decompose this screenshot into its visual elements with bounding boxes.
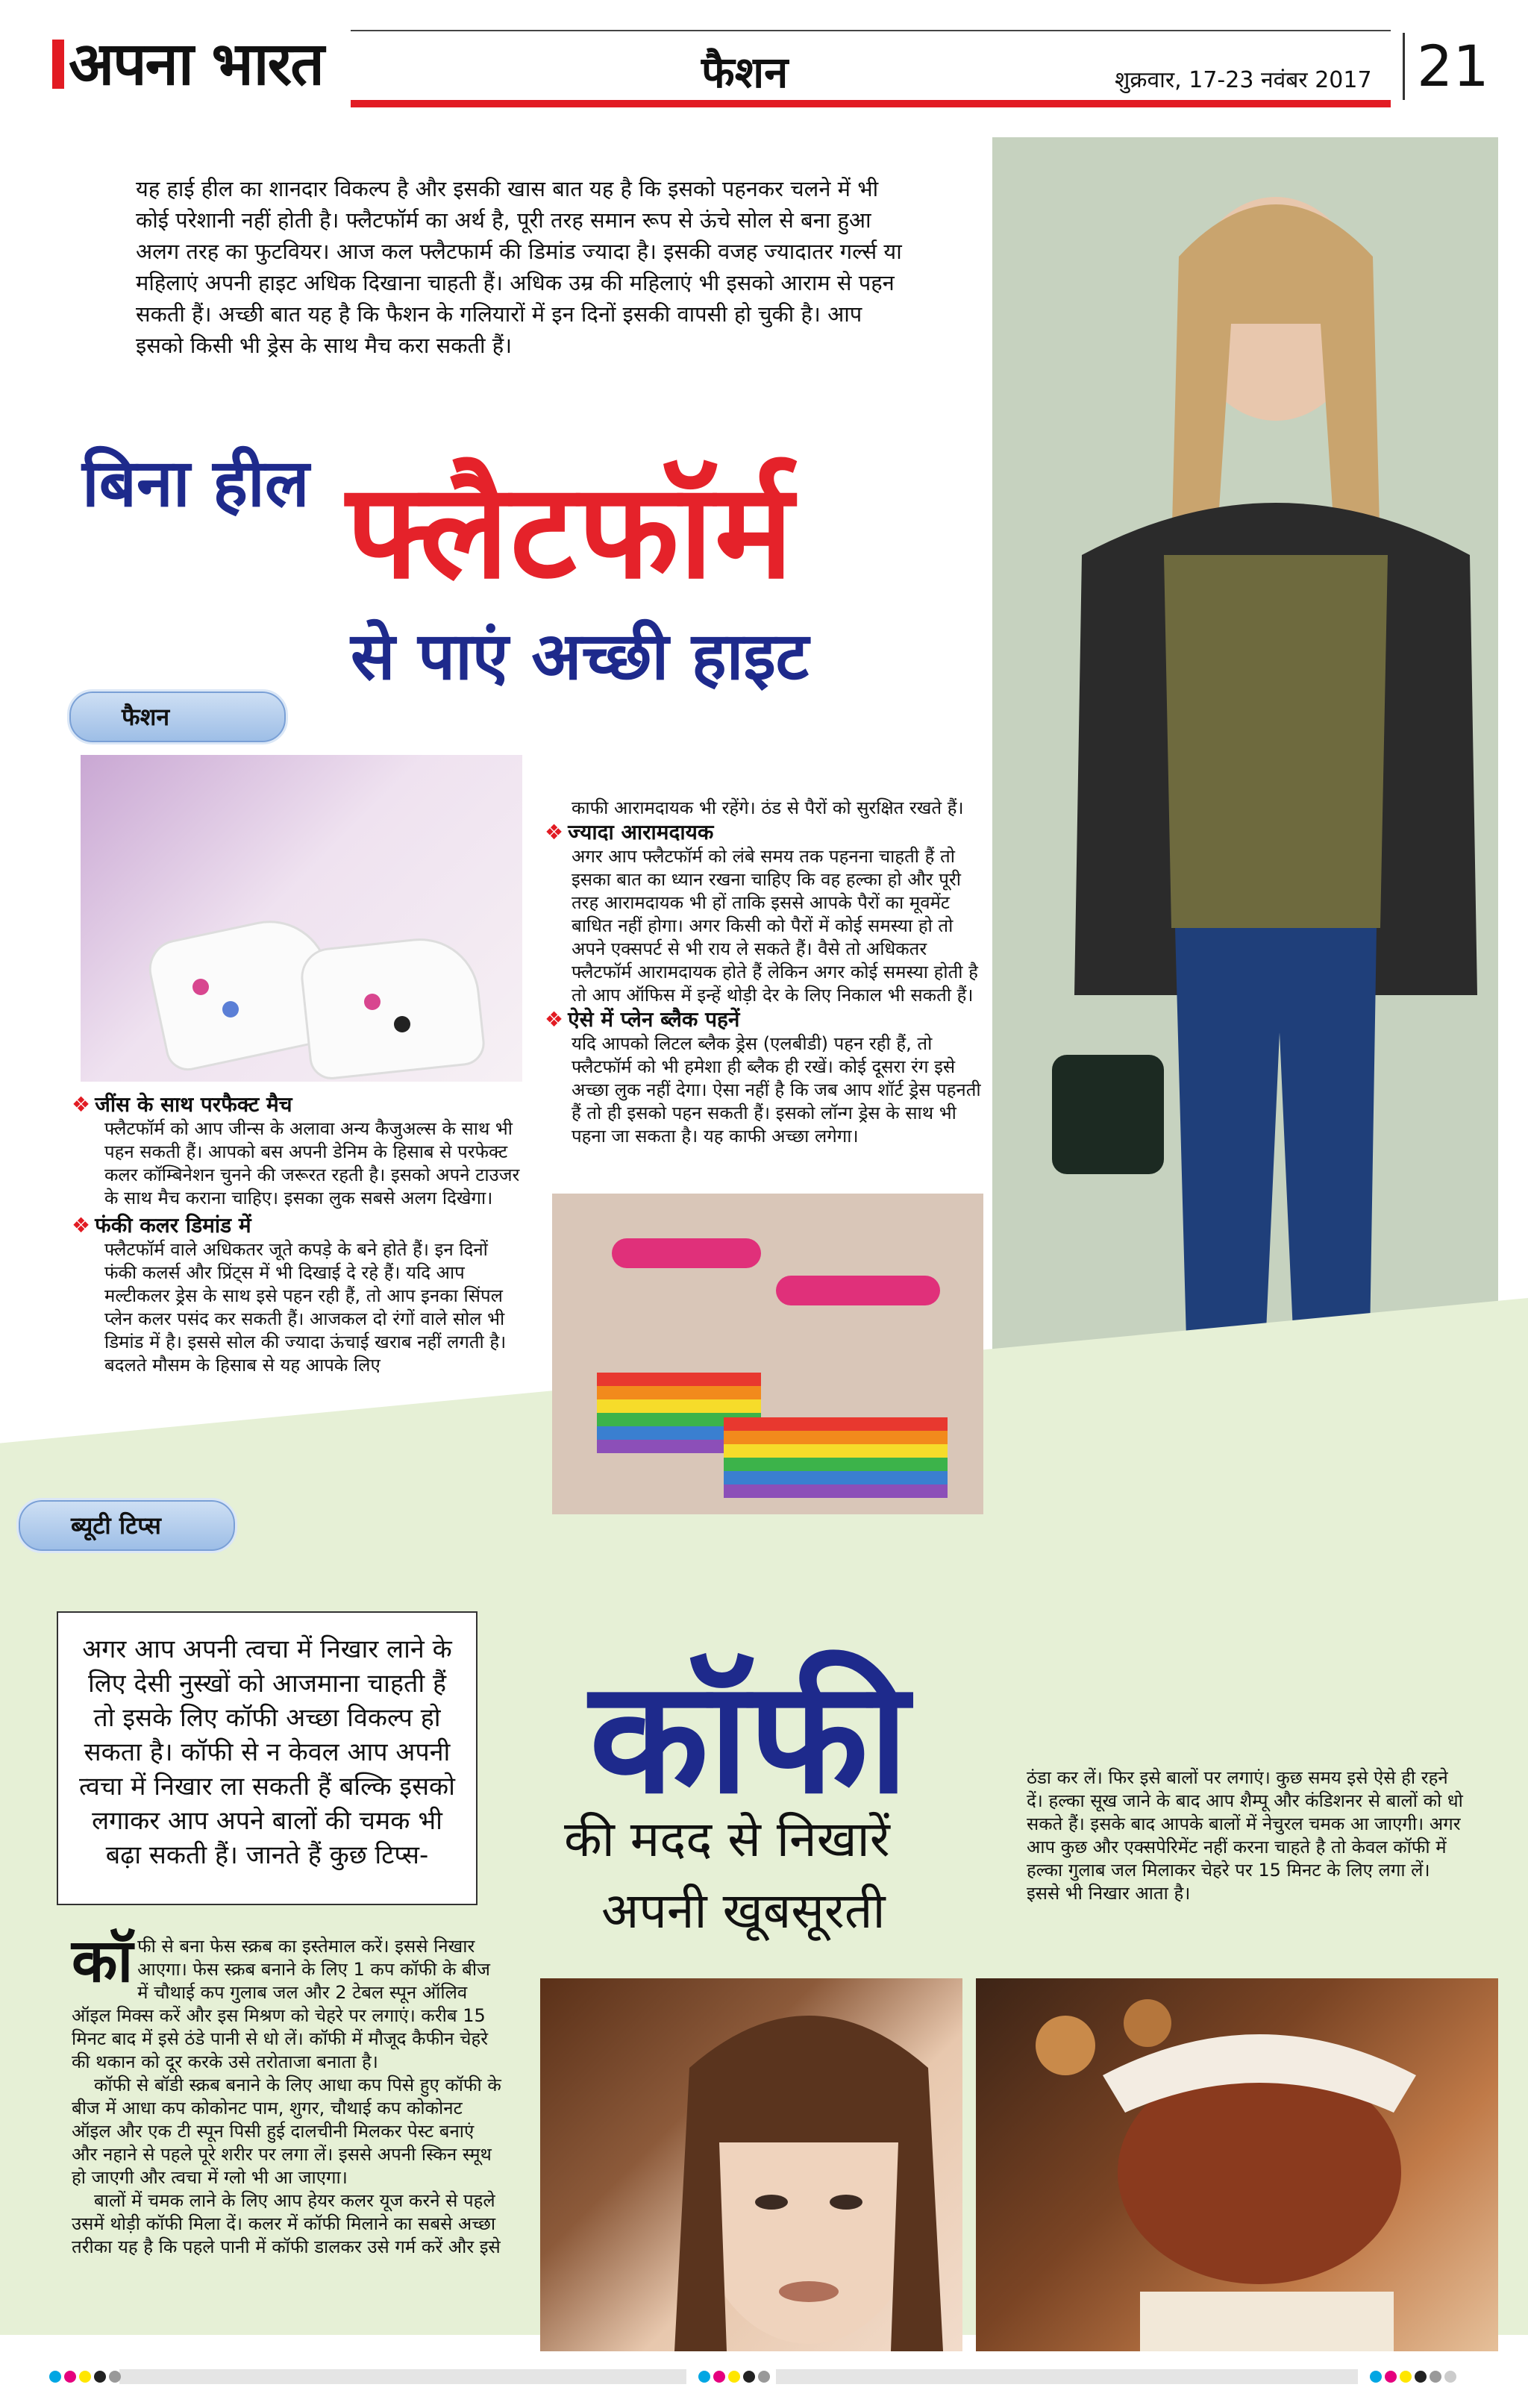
logo-text: अपना भारत: [69, 28, 323, 98]
masthead-logo: [52, 30, 323, 97]
subhead-black: [545, 1007, 992, 1032]
coffee-mask-photo: [976, 1978, 1498, 2351]
rainbow-band: [597, 1373, 761, 1386]
registration-dot-icon: [743, 2371, 755, 2383]
logo-mark-icon: [52, 40, 64, 89]
paragraph-face-scrub-text: फी से बना फेस स्क्रब का इस्तेमाल करें। इससे निखार आएगा। फेस स्क्रब बनाने के लिए 1 कप कॉफी के बीज में चौथाई कप गुलाब जल और 2 टेबल स्पून ऑलिव ऑइल मिक्स करें और इस मिश्रण को चेहरे पर लगाएं। करीब 15 मिनट बाद में इसे ठंडे पानी से धो लें। कॉफी में मौजूद कैफीन चेहरे की थकान को दूर करके उसे तरोताजा बनाता है।: [72, 1936, 490, 2072]
pink-strap: [776, 1276, 940, 1305]
pink-strap: [612, 1238, 761, 1268]
paragraph-hair: बालों में चमक लाने के लिए आप हेयर कलर यूज करने से पहले उसमें थोड़ी कॉफी मिला दें। कलर में कॉफी मिलाने का सबसे अच्छा तरीका यह है कि पहले पानी में कॉफी डालकर उसे गर्म करें और इसे: [72, 2190, 501, 2257]
subhead-funky-text: फंकी कलर डिमांड में: [95, 1213, 251, 1238]
section-title: फैशन: [701, 47, 789, 98]
paragraph-funky: फ्लैटफॉर्म वाले अधिकतर जूते कपड़े के बने होते हैं। इन दिनों फंकी कलर्स और प्रिंट्स में भी दिखाई दे रहे हैं। यदि आप मल्टीकलर ड्रेस के साथ इसे पहन रही हैं, तो आप इनका सिंपल प्लेन कलर पसंद कर सकती हैं। आजकल दो रंगों वाले सोल भी डिमांड में है। इससे सोल की ज्यादा ऊंचाई खराब नहीं लगती है। बदलते मौसम के हिसाब से यह आपके लिए: [104, 1239, 507, 1376]
headline-part-1: बिना हील: [82, 445, 310, 521]
flower-print-icon: [222, 1001, 239, 1018]
middle-column: [545, 797, 992, 1148]
subhead-black-text: ऐसे में प्लेन ब्लैक पहनें: [568, 1007, 740, 1032]
rainbow-band: [724, 1458, 948, 1471]
registration-dot-icon: [94, 2371, 106, 2383]
rainbow-band: [724, 1444, 948, 1458]
diamond-bullet-icon: ❖: [72, 1092, 91, 1117]
flower-print-icon: [364, 994, 381, 1010]
face-illustration: [540, 1978, 962, 2351]
registration-dot-icon: [1385, 2371, 1397, 2383]
fashion-tag: फैशन: [67, 689, 288, 744]
coffee-body-text: [72, 1926, 504, 2259]
paragraph-lead: काफी आरामदायक भी रहेंगे। ठंड से पैरों को सुरक्षित रखते हैं।: [572, 797, 964, 818]
rainbow-band: [724, 1417, 948, 1431]
registration-dot-icon: [64, 2371, 76, 2383]
shoe-right: [298, 932, 486, 1082]
coffee-headline: कॉफी: [589, 1648, 909, 1828]
registration-dot-icon: [1430, 2371, 1441, 2383]
registration-dot-icon: [109, 2371, 121, 2383]
paragraph-face-scrub: [72, 1926, 504, 2074]
registration-dot-icon: [1415, 2371, 1427, 2383]
diamond-bullet-icon: ❖: [545, 1007, 564, 1032]
paragraph-comfort: अगर आप फ्लैटफॉर्म को लंबे समय तक पहनना चाहती हैं तो इसका बात का ध्यान रखना चाहिए कि वह हल्का हो और पूरी तरह आरामदायक भी हों ताकि इससे आपके पैरों का मूवमेंट बाधित नहीं होगा। अगर किसी को पैरों में कोई समस्या हो तो अपने एक्सपर्ट से भी राय ले सकते हैं। वैसे तो अधिकतर फ्लैटफॉर्म आरामदायक होते हैं लेकिन अगर कोई समस्या होती है तो आप ऑफिस में इन्हें थोड़ी देर के लिए निकाल भी सकती हैं।: [572, 846, 978, 1006]
dateline: शुक्रवार, 17-23 नवंबर 2017: [1115, 67, 1372, 93]
header-thin-rule: [351, 30, 1391, 31]
rainbow-band: [597, 1386, 761, 1399]
flower-print-icon: [394, 1016, 410, 1032]
left-column: [72, 1092, 524, 1377]
coffee-subheadline-2: अपनी खूबसूरती: [601, 1882, 886, 1940]
rainbow-band: [724, 1471, 948, 1484]
footer-bar-right: [776, 2369, 1358, 2384]
rainbow-band: [597, 1399, 761, 1413]
rainbow-platform-shoes-photo: [552, 1194, 983, 1514]
headline-main: फ्लैटफॉर्म: [346, 455, 795, 608]
rainbow-band: [724, 1484, 948, 1498]
woman-face-photo: [540, 1978, 962, 2351]
registration-dot-icon: [713, 2371, 725, 2383]
registration-dot-icon: [79, 2371, 91, 2383]
registration-dot-icon: [1444, 2371, 1456, 2383]
diamond-bullet-icon: ❖: [72, 1213, 91, 1238]
intro-paragraph: यह हाई हील का शानदार विकल्प है और इसकी खास बात यह है कि इसको पहनकर चलने में भी कोई परेशानी नहीं होती है। फ्लैटफॉर्म का अर्थ है, पूरी तरह समान रूप से ऊंचे सोल से बना हुआ अलग तरह का फुटवियर। आज कल फ्लैटफार्म की डिमांड ज्यादा है। इसकी वजह ज्यादातर गर्ल्स या महिलाएं अपनी हाइट अधिक दिखाना चाहती हैं। अधिक उम्र की महिलाएं भी इसको आराम से पहन सकती हैं। अच्छी बात यह है कि फैशन के गलियारों में इन दिनों इसकी वापसी हो चुकी है। आप इसको किसी भी ड्रेस के साथ मैच करा सकती हैं।: [136, 176, 902, 358]
paragraph-jeans: फ्लैटफॉर्म को आप जीन्स के अलावा अन्य कैजुअल्स के साथ भी पहन सकती हैं। आपको बस अपनी डेनिम के हिसाब से परफेक्ट कलर कॉम्बिनेशन चुनने की जरूरत रहती है। इसको अपने टाउजर के साथ मैच कराना चाहिए। इसका लुक सबसे अलग दिखेगा।: [104, 1118, 520, 1208]
subhead-jeans-text: जींस के साथ परफैक्ट मैच: [95, 1092, 292, 1117]
right-tip-paragraph: ठंडा कर लें। फिर इसे बालों पर लगाएं। कुछ समय इसे ऐसे ही रहने दें। हल्का सूख जाने के बाद आप शैम्पू और कंडिशनर से बालों को धो सकते हैं। इसके बाद आपके बालों में नेचुरल चमक आ जाएगी। अगर आप कुछ और एक्सपेरिमेंट नहीं करना चाहते है तो केवल कॉफी में हल्का गुलाब जल मिलाकर चेहरे पर 15 मिनट के लिए लगा लें। इससे भी निखार आता है।: [1027, 1767, 1463, 1904]
rainbow-band: [724, 1431, 948, 1444]
registration-dot-icon: [1400, 2371, 1412, 2383]
beauty-intro-text: अगर आप अपनी त्वचा में निखार लाने के लिए देसी नुस्खों को आजमाना चाहती हैं तो इसके लिए कॉफी अच्छा विकल्प हो सकता है। कॉफी से न केवल आप अपनी त्वचा में निखार ला सकती हैं बल्कि इसको लगाकर आप अपने बालों की चमक भी बढ़ा सकती हैं। जानते हैं कुछ टिप्स-: [79, 1634, 455, 1870]
registration-dot-icon: [728, 2371, 740, 2383]
diamond-bullet-icon: ❖: [545, 820, 564, 844]
registration-dot-icon: [1370, 2371, 1382, 2383]
drop-cap: कॉ: [72, 1926, 134, 1995]
paragraph-body-scrub: कॉफी से बॉडी स्क्रब बनाने के लिए आधा कप पिसे हुए कॉफी के बीज में आधा कप कोकोनट पाम, शुगर, चौथाई कप कोकोनट ऑइल और एक टी स्पून पिसी हुई दालचीनी मिलकर पेस्ट बनाएं और नहाने से पहले पूरे शरीर पर लगा लें। इससे अपनी स्किन स्मूथ हो जाएगी और त्वचा में ग्लो भी आ जाएगा।: [72, 2075, 501, 2188]
footer-bar-left: [119, 2369, 686, 2384]
subhead-comfort: [545, 820, 992, 845]
beauty-intro-box: [57, 1611, 478, 1905]
coffee-subheadline-1: की मदद से निखारें: [564, 1810, 890, 1868]
subhead-jeans: [72, 1092, 524, 1117]
beauty-tips-tag: ब्यूटी टिप्स: [16, 1498, 237, 1553]
white-platform-shoes-photo: [81, 755, 522, 1082]
subhead-comfort-text: ज्यादा आरामदायक: [568, 820, 714, 844]
subhead-funky: [72, 1213, 524, 1238]
registration-dot-icon: [698, 2371, 710, 2383]
registration-dot-icon: [49, 2371, 61, 2383]
flower-print-icon: [192, 979, 209, 995]
page-number: 21: [1403, 33, 1489, 100]
mask-illustration: [976, 1978, 1498, 2351]
paragraph-black: यदि आपको लिटल ब्लैक ड्रेस (एलबीडी) पहन रही हैं, तो फ्लैटफॉर्म को भी हमेशा ही ब्लैक ही रखें। कोई दूसरा रंग इसे अच्छा लुक नहीं देगा। ऐसा नहीं है कि जब आप शॉर्ट ड्रेस पहनती हैं तो ही इसको पहन सकती हैं। इसको लॉन्ग ड्रेस के साथ भी पहना जा सकता है। यह काफी अच्छा लगेगा।: [572, 1033, 981, 1147]
headline-part-3: से पाएं अच्छी हाइट: [351, 618, 810, 695]
registration-dot-icon: [758, 2371, 770, 2383]
header-red-rule: [351, 100, 1391, 107]
